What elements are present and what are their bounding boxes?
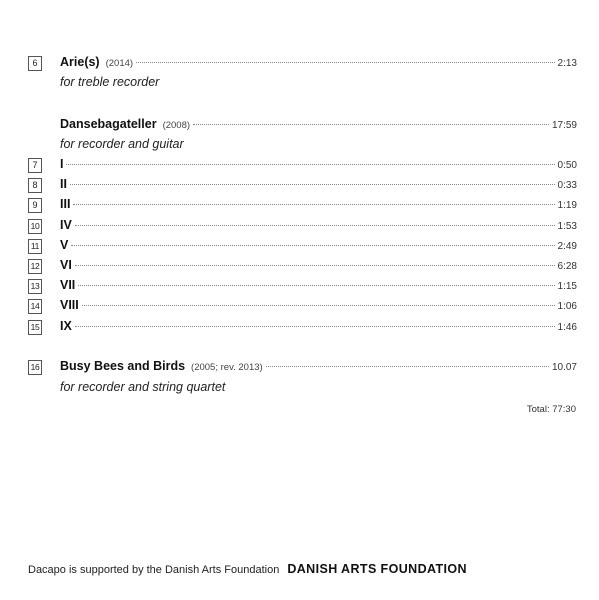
movement-title: I <box>60 157 64 171</box>
movement-row <box>60 197 577 215</box>
movement-row <box>60 177 577 195</box>
movement-duration: 0:33 <box>557 180 577 191</box>
dot-leader <box>78 284 554 286</box>
movement-title: IX <box>60 319 72 333</box>
track-year: (2014) <box>105 58 134 69</box>
total-duration: Total: 77:30 <box>526 404 576 415</box>
track-number-box: 16 <box>28 360 42 375</box>
dot-leader <box>136 61 554 63</box>
footer <box>28 562 467 576</box>
movement-title: VI <box>60 258 72 272</box>
movement-title: III <box>60 197 71 211</box>
work-title: Dansebagateller <box>60 117 157 131</box>
movement-duration: 1:53 <box>557 221 577 232</box>
track-number-box: 14 <box>28 299 42 314</box>
track-number-box: 11 <box>28 239 42 254</box>
work-year: (2008) <box>162 120 191 131</box>
track-number-box: 13 <box>28 279 42 294</box>
dot-leader <box>66 163 554 165</box>
track-title: Arie(s) <box>60 55 100 69</box>
movement-row <box>60 278 577 296</box>
track-duration: 10.07 <box>551 362 577 373</box>
work-row <box>60 117 577 135</box>
work-subtitle: for recorder and guitar <box>60 137 184 151</box>
track-subtitle: for treble recorder <box>60 75 160 89</box>
movement-row <box>60 238 577 256</box>
movement-duration: 0:50 <box>557 160 577 171</box>
dot-leader <box>82 304 555 306</box>
support-statement: Dacapo is supported by the Danish Arts Foundation <box>28 564 280 576</box>
track-number-box: 7 <box>28 158 42 173</box>
movement-duration: 1:46 <box>557 322 577 333</box>
movement-title: II <box>60 177 67 191</box>
movement-row <box>60 157 577 175</box>
track-row <box>60 359 577 377</box>
movement-duration: 1:19 <box>557 200 577 211</box>
dot-leader <box>266 365 549 367</box>
track-number-box: 9 <box>28 198 42 213</box>
movement-title: VII <box>60 278 76 292</box>
track-number-box: 12 <box>28 259 42 274</box>
movement-row <box>60 298 577 316</box>
dot-leader <box>75 325 555 327</box>
movement-duration: 1:15 <box>557 281 577 292</box>
dot-leader <box>71 244 554 246</box>
track-number-box: 15 <box>28 320 42 335</box>
movement-row <box>60 319 577 337</box>
danish-arts-foundation-logo: DANISH ARTS FOUNDATION <box>287 562 467 576</box>
track-title: Busy Bees and Birds <box>60 359 186 373</box>
movement-title: V <box>60 238 69 252</box>
track-number-box: 8 <box>28 178 42 193</box>
dot-leader <box>70 183 555 185</box>
movement-title: IV <box>60 218 72 232</box>
track-subtitle: for recorder and string quartet <box>60 380 226 394</box>
movement-title: VIII <box>60 298 79 312</box>
dot-leader <box>73 203 554 205</box>
movement-duration: 6:28 <box>557 261 577 272</box>
movement-duration: 2:49 <box>557 241 577 252</box>
work-duration: 17:59 <box>551 120 577 131</box>
movement-duration: 1:06 <box>557 301 577 312</box>
dot-leader <box>75 224 555 226</box>
track-number-box: 10 <box>28 219 42 234</box>
movement-row <box>60 218 577 236</box>
track-number-box: 6 <box>28 56 42 71</box>
movement-row <box>60 258 577 276</box>
track-row <box>60 55 577 73</box>
dot-leader <box>193 123 549 125</box>
dot-leader <box>75 264 555 266</box>
track-duration: 2:13 <box>557 58 577 69</box>
track-year: (2005; rev. 2013) <box>191 362 263 373</box>
